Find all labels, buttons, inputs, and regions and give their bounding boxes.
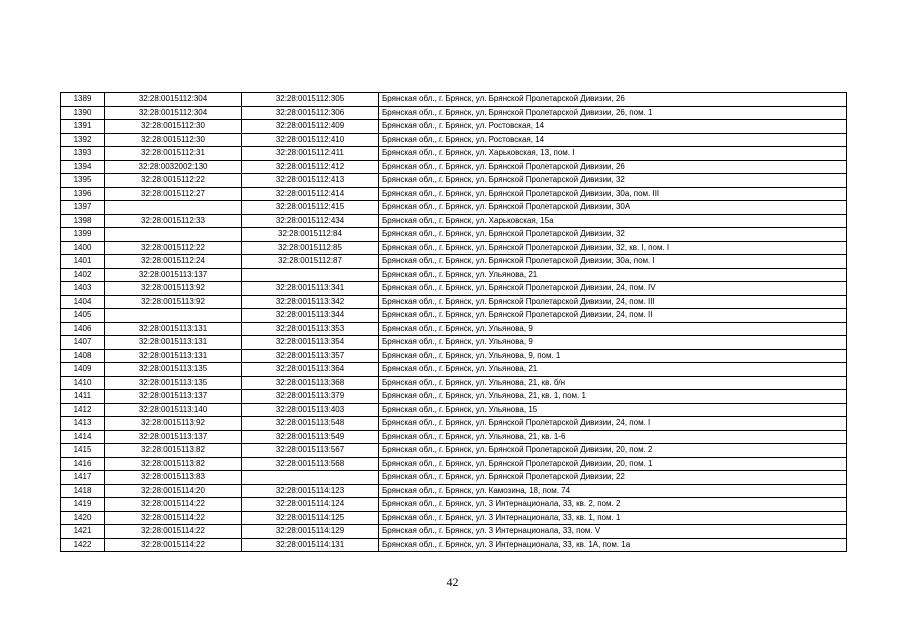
- address-cell: Брянская обл., г. Брянск, ул. Ульянова, 21: [379, 268, 847, 282]
- table-row: [61, 174, 847, 188]
- address-cell: Брянская обл., г. Брянск, ул. Ульянова, 21, кв. б/н: [379, 376, 847, 390]
- source-cadastral-cell: [105, 228, 242, 242]
- source-cadastral-cell: [105, 309, 242, 323]
- address-cell: Брянская обл., г. Брянск, ул. Ульянова, 9: [379, 322, 847, 336]
- row-number-cell: 1389: [61, 93, 105, 107]
- target-cadastral-cell: 32:28:0015114:125: [242, 511, 379, 525]
- row-number-cell: 1405: [61, 309, 105, 323]
- source-cadastral-cell: 32:28:0015113:82: [105, 444, 242, 458]
- table-row: [61, 93, 847, 107]
- target-cadastral-cell: 32:28:0015113:354: [242, 336, 379, 350]
- address-cell: Брянская обл., г. Брянск, ул. Брянской Пролетарской Дивизии, 30А: [379, 201, 847, 215]
- row-number-cell: 1406: [61, 322, 105, 336]
- row-number-cell: 1416: [61, 457, 105, 471]
- target-cadastral-cell: 32:28:0015114:131: [242, 538, 379, 552]
- address-cell: Брянская обл., г. Брянск, ул. Ульянова, 21, кв. 1-6: [379, 430, 847, 444]
- address-cell: Брянская обл., г. Брянск, ул. Брянской Пролетарской Дивизии, 24, пом. IV: [379, 282, 847, 296]
- table-row: [61, 417, 847, 431]
- table-row: [61, 106, 847, 120]
- row-number-cell: 1397: [61, 201, 105, 215]
- target-cadastral-cell: 32:28:0015112:412: [242, 160, 379, 174]
- target-cadastral-cell: 32:28:0015113:403: [242, 403, 379, 417]
- address-cell: Брянская обл., г. Брянск, ул. Брянской Пролетарской Дивизии, 32: [379, 228, 847, 242]
- target-cadastral-cell: 32:28:0015113:379: [242, 390, 379, 404]
- table-row: [61, 498, 847, 512]
- address-cell: Брянская обл., г. Брянск, ул. Брянской Пролетарской Дивизии, 26: [379, 160, 847, 174]
- row-number-cell: 1394: [61, 160, 105, 174]
- table-row: [61, 309, 847, 323]
- source-cadastral-cell: 32:28:0015112:24: [105, 255, 242, 269]
- address-cell: Брянская обл., г. Брянск, ул. Ульянова, 9, пом. 1: [379, 349, 847, 363]
- address-cell: Брянская обл., г. Брянск, ул. Ульянова, 15: [379, 403, 847, 417]
- source-cadastral-cell: [105, 201, 242, 215]
- source-cadastral-cell: 32:28:0015112:304: [105, 93, 242, 107]
- table-body: [61, 93, 847, 552]
- row-number-cell: 1395: [61, 174, 105, 188]
- table-row: [61, 147, 847, 161]
- address-cell: Брянская обл., г. Брянск, ул. Ульянова, 21, кв. 1, пом. 1: [379, 390, 847, 404]
- table-row: [61, 322, 847, 336]
- table-row: [61, 390, 847, 404]
- address-cell: Брянская обл., г. Брянск, ул. 3 Интернационала, 33, кв. 1А, пом. 1а: [379, 538, 847, 552]
- source-cadastral-cell: 32:28:0015113:137: [105, 268, 242, 282]
- target-cadastral-cell: 32:28:0015112:85: [242, 241, 379, 255]
- address-cell: Брянская обл., г. Брянск, ул. Брянской Пролетарской Дивизии, 20, пом. 1: [379, 457, 847, 471]
- target-cadastral-cell: 32:28:0015113:368: [242, 376, 379, 390]
- row-number-cell: 1415: [61, 444, 105, 458]
- table-row: [61, 363, 847, 377]
- address-cell: Брянская обл., г. Брянск, ул. Харьковская, 13, пом. I: [379, 147, 847, 161]
- source-cadastral-cell: 32:28:0015113:137: [105, 390, 242, 404]
- table-row: [61, 525, 847, 539]
- source-cadastral-cell: 32:28:0015113:92: [105, 417, 242, 431]
- source-cadastral-cell: 32:28:0015113:92: [105, 282, 242, 296]
- table-row: [61, 228, 847, 242]
- address-cell: Брянская обл., г. Брянск, ул. Брянской Пролетарской Дивизии, 26: [379, 93, 847, 107]
- source-cadastral-cell: 32:28:0015113:131: [105, 349, 242, 363]
- target-cadastral-cell: 32:28:0015112:84: [242, 228, 379, 242]
- row-number-cell: 1408: [61, 349, 105, 363]
- row-number-cell: 1398: [61, 214, 105, 228]
- row-number-cell: 1418: [61, 484, 105, 498]
- row-number-cell: 1420: [61, 511, 105, 525]
- address-cell: Брянская обл., г. Брянск, ул. Брянской Пролетарской Дивизии, 26, пом. 1: [379, 106, 847, 120]
- row-number-cell: 1414: [61, 430, 105, 444]
- source-cadastral-cell: 32:28:0015112:304: [105, 106, 242, 120]
- row-number-cell: 1411: [61, 390, 105, 404]
- source-cadastral-cell: 32:28:0015114:22: [105, 538, 242, 552]
- target-cadastral-cell: 32:28:0015113:353: [242, 322, 379, 336]
- table-row: [61, 120, 847, 134]
- row-number-cell: 1392: [61, 133, 105, 147]
- table-row: [61, 160, 847, 174]
- address-cell: Брянская обл., г. Брянск, ул. Брянской Пролетарской Дивизии, 24, пом. III: [379, 295, 847, 309]
- address-cell: Брянская обл., г. Брянск, ул. Брянской Пролетарской Дивизии, 20, пом. 2: [379, 444, 847, 458]
- source-cadastral-cell: 32:28:0015114:22: [105, 525, 242, 539]
- table-row: [61, 471, 847, 485]
- source-cadastral-cell: 32:28:0015113:82: [105, 457, 242, 471]
- row-number-cell: 1391: [61, 120, 105, 134]
- target-cadastral-cell: 32:28:0015112:305: [242, 93, 379, 107]
- table-row: [61, 282, 847, 296]
- row-number-cell: 1403: [61, 282, 105, 296]
- address-cell: Брянская обл., г. Брянск, ул. Брянской Пролетарской Дивизии, 30а, пом. III: [379, 187, 847, 201]
- target-cadastral-cell: 32:28:0015112:415: [242, 201, 379, 215]
- row-number-cell: 1422: [61, 538, 105, 552]
- table-row: [61, 241, 847, 255]
- table-row: [61, 255, 847, 269]
- address-cell: Брянская обл., г. Брянск, ул. Ульянова, 9: [379, 336, 847, 350]
- source-cadastral-cell: 32:28:0015112:30: [105, 133, 242, 147]
- address-cell: Брянская обл., г. Брянск, ул. Брянской Пролетарской Дивизии, 32, кв. I, пом. I: [379, 241, 847, 255]
- table-row: [61, 538, 847, 552]
- row-number-cell: 1402: [61, 268, 105, 282]
- source-cadastral-cell: 32:28:0015114:22: [105, 498, 242, 512]
- source-cadastral-cell: 32:28:0015112:30: [105, 120, 242, 134]
- source-cadastral-cell: 32:28:0015112:22: [105, 241, 242, 255]
- table-row: [61, 403, 847, 417]
- target-cadastral-cell: 32:28:0015113:342: [242, 295, 379, 309]
- address-cell: Брянская обл., г. Брянск, ул. Камозина, 18, пом. 74: [379, 484, 847, 498]
- row-number-cell: 1412: [61, 403, 105, 417]
- source-cadastral-cell: 32:28:0015113:135: [105, 376, 242, 390]
- row-number-cell: 1421: [61, 525, 105, 539]
- target-cadastral-cell: 32:28:0015114:123: [242, 484, 379, 498]
- row-number-cell: 1390: [61, 106, 105, 120]
- table-row: [61, 430, 847, 444]
- cadastral-table: [60, 92, 847, 552]
- address-cell: Брянская обл., г. Брянск, ул. Брянской Пролетарской Дивизии, 22: [379, 471, 847, 485]
- target-cadastral-cell: 32:28:0015114:124: [242, 498, 379, 512]
- table-row: [61, 349, 847, 363]
- table-row: [61, 444, 847, 458]
- address-cell: Брянская обл., г. Брянск, ул. Брянской Пролетарской Дивизии, 30а, пом. I: [379, 255, 847, 269]
- row-number-cell: 1393: [61, 147, 105, 161]
- table-row: [61, 268, 847, 282]
- row-number-cell: 1399: [61, 228, 105, 242]
- table-row: [61, 187, 847, 201]
- address-cell: Брянская обл., г. Брянск, ул. Ростовская, 14: [379, 133, 847, 147]
- address-cell: Брянская обл., г. Брянск, ул. Ростовская, 14: [379, 120, 847, 134]
- target-cadastral-cell: 32:28:0015113:568: [242, 457, 379, 471]
- source-cadastral-cell: 32:28:0015113:131: [105, 322, 242, 336]
- target-cadastral-cell: 32:28:0015112:306: [242, 106, 379, 120]
- table-row: [61, 295, 847, 309]
- target-cadastral-cell: 32:28:0015112:434: [242, 214, 379, 228]
- target-cadastral-cell: 32:28:0015112:87: [242, 255, 379, 269]
- target-cadastral-cell: 32:28:0015114:129: [242, 525, 379, 539]
- source-cadastral-cell: 32:28:0015112:33: [105, 214, 242, 228]
- address-cell: Брянская обл., г. Брянск, ул. Брянской Пролетарской Дивизии, 32: [379, 174, 847, 188]
- source-cadastral-cell: 32:28:0015114:20: [105, 484, 242, 498]
- page-number: 42: [446, 575, 459, 589]
- source-cadastral-cell: 32:28:0015113:131: [105, 336, 242, 350]
- source-cadastral-cell: 32:28:0015113:135: [105, 363, 242, 377]
- row-number-cell: 1410: [61, 376, 105, 390]
- target-cadastral-cell: 32:28:0015113:341: [242, 282, 379, 296]
- target-cadastral-cell: 32:28:0015112:414: [242, 187, 379, 201]
- address-cell: Брянская обл., г. Брянск, ул. 3 Интернационала, 33, кв. 1, пом. 1: [379, 511, 847, 525]
- target-cadastral-cell: 32:28:0015113:344: [242, 309, 379, 323]
- target-cadastral-cell: 32:28:0015113:567: [242, 444, 379, 458]
- source-cadastral-cell: 32:28:0015113:92: [105, 295, 242, 309]
- target-cadastral-cell: 32:28:0015112:409: [242, 120, 379, 134]
- target-cadastral-cell: 32:28:0015113:357: [242, 349, 379, 363]
- row-number-cell: 1407: [61, 336, 105, 350]
- target-cadastral-cell: 32:28:0015113:549: [242, 430, 379, 444]
- source-cadastral-cell: 32:28:0015113:137: [105, 430, 242, 444]
- row-number-cell: 1401: [61, 255, 105, 269]
- source-cadastral-cell: 32:28:0015114:22: [105, 511, 242, 525]
- table-row: [61, 201, 847, 215]
- row-number-cell: 1409: [61, 363, 105, 377]
- row-number-cell: 1413: [61, 417, 105, 431]
- address-cell: Брянская обл., г. Брянск, ул. 3 Интернационала, 33, пом. V: [379, 525, 847, 539]
- address-cell: Брянская обл., г. Брянск, ул. 3 Интернационала, 33, кв. 2, пом. 2: [379, 498, 847, 512]
- source-cadastral-cell: 32:28:0015113:83: [105, 471, 242, 485]
- target-cadastral-cell: 32:28:0015113:364: [242, 363, 379, 377]
- target-cadastral-cell: 32:28:0015113:548: [242, 417, 379, 431]
- address-cell: Брянская обл., г. Брянск, ул. Брянской Пролетарской Дивизии, 24, пом. I: [379, 417, 847, 431]
- source-cadastral-cell: 32:28:0032002:130: [105, 160, 242, 174]
- address-cell: Брянская обл., г. Брянск, ул. Харьковская, 15а: [379, 214, 847, 228]
- source-cadastral-cell: 32:28:0015112:27: [105, 187, 242, 201]
- table-row: [61, 376, 847, 390]
- address-cell: Брянская обл., г. Брянск, ул. Ульянова, 21: [379, 363, 847, 377]
- table-row: [61, 457, 847, 471]
- target-cadastral-cell: [242, 471, 379, 485]
- address-cell: Брянская обл., г. Брянск, ул. Брянской Пролетарской Дивизии, 24, пом. II: [379, 309, 847, 323]
- table-row: [61, 336, 847, 350]
- table-row: [61, 214, 847, 228]
- row-number-cell: 1419: [61, 498, 105, 512]
- source-cadastral-cell: 32:28:0015113:140: [105, 403, 242, 417]
- target-cadastral-cell: 32:28:0015112:411: [242, 147, 379, 161]
- row-number-cell: 1396: [61, 187, 105, 201]
- row-number-cell: 1417: [61, 471, 105, 485]
- row-number-cell: 1404: [61, 295, 105, 309]
- target-cadastral-cell: [242, 268, 379, 282]
- target-cadastral-cell: 32:28:0015112:410: [242, 133, 379, 147]
- table-row: [61, 511, 847, 525]
- table-row: [61, 133, 847, 147]
- row-number-cell: 1400: [61, 241, 105, 255]
- source-cadastral-cell: 32:28:0015112:22: [105, 174, 242, 188]
- table-row: [61, 484, 847, 498]
- target-cadastral-cell: 32:28:0015112:413: [242, 174, 379, 188]
- source-cadastral-cell: 32:28:0015112:31: [105, 147, 242, 161]
